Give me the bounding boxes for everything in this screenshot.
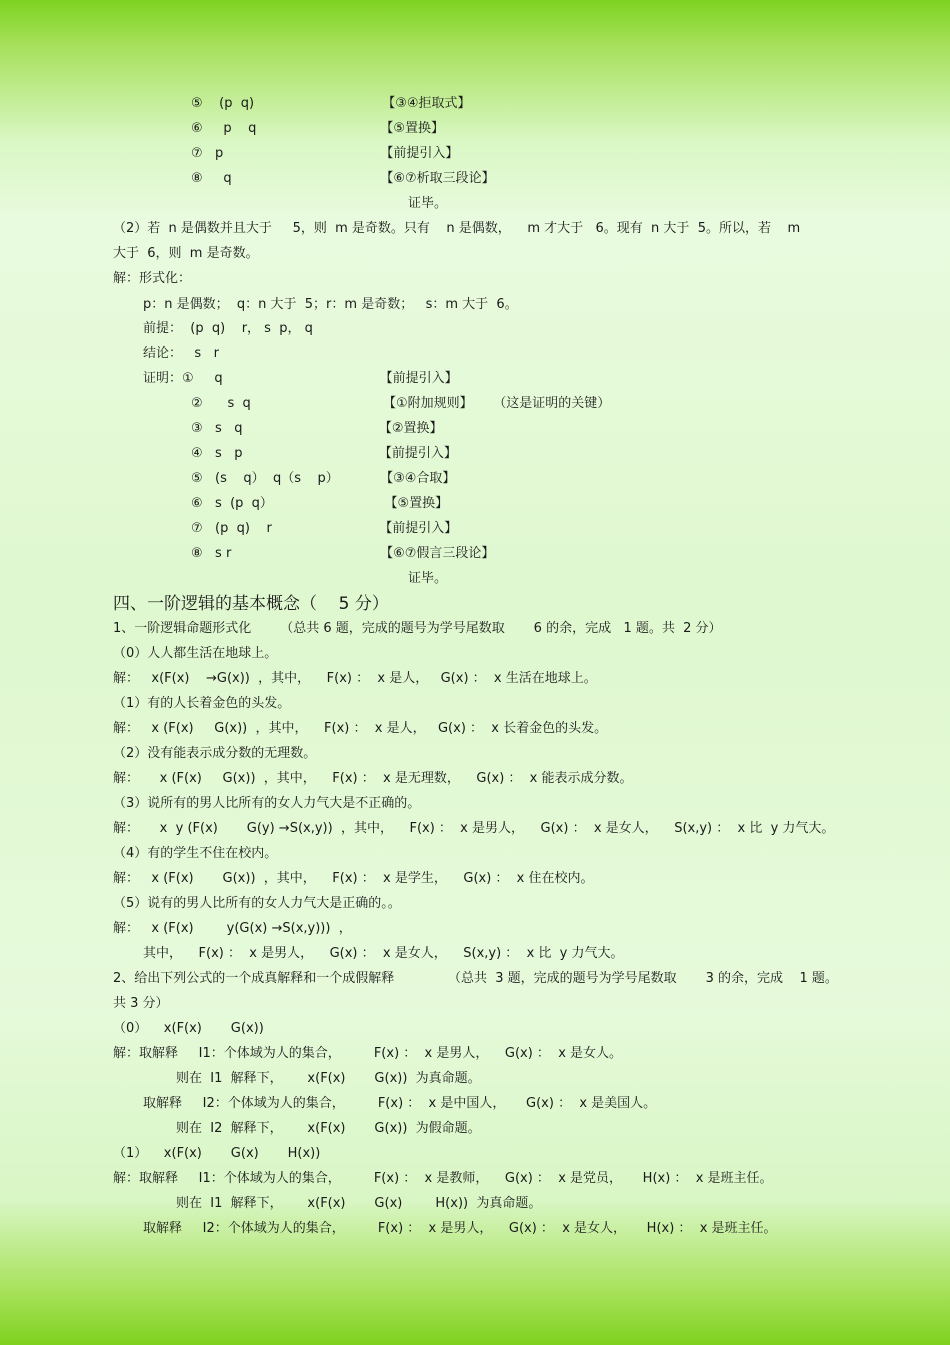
text-line: 证毕。: [408, 196, 448, 211]
text-line: （0） x(F(x) G(x)): [113, 1021, 264, 1036]
text-line: （2）没有能表示成分数的无理数。: [113, 746, 317, 761]
text-line: （3）说所有的男人比所有的女人力气大是不正确的。: [113, 796, 421, 811]
text-line: 共 3 分）: [113, 996, 169, 1011]
text-line: ③ s q 【②置换】: [191, 421, 443, 436]
text-line: 则在 I1 解释下， x(F(x) G(x)) 为真命题。: [176, 1071, 481, 1086]
text-line: ⑥ p q 【⑤置换】: [191, 121, 444, 136]
text-line: 解：形式化：: [113, 271, 192, 286]
text-line: p：n 是偶数； q：n 大于 5；r：m 是奇数； s：m 大于 6。: [143, 297, 518, 312]
text-line: （4）有的学生不住在校内。: [113, 846, 278, 861]
text-line: （2）若 n 是偶数并且大于 5，则 m 是奇数。只有 n 是偶数， m 才大于 6。现有 n 大于 5。所以，若 m: [113, 221, 801, 236]
text-line: 解： x (F(x) y(G(x) →S(x,y))) ，: [113, 921, 352, 936]
text-line: 证毕。: [408, 571, 448, 586]
text-line: （1） x(F(x) G(x) H(x)): [113, 1146, 321, 1161]
text-line: ⑤ (p q) 【③④拒取式】: [191, 96, 471, 111]
text-line: 前提： (p q) r， s p， q: [143, 321, 313, 336]
text-line: （1）有的人长着金色的头发。: [113, 696, 291, 711]
text-line: 解：取解释 I1：个体域为人的集合， F(x) ： x 是男人， G(x) ： x 是女人。: [113, 1046, 623, 1061]
text-line: 2、给出下列公式的一个成真解释和一个成假解释 （总共 3 题，完成的题号为学号尾数取 3 的余，完成 1 题。: [113, 971, 838, 986]
text-line: ⑦ p 【前提引入】: [191, 146, 459, 161]
text-line: ⑧ q 【⑥⑦析取三段论】: [191, 171, 495, 186]
text-line: ⑧ s r 【⑥⑦假言三段论】: [191, 546, 495, 561]
text-line: 解： x (F(x) G(x)) ，其中， F(x) ： x 是人， G(x) ： x 长着金色的头发。: [113, 721, 608, 736]
text-line: ④ s p 【前提引入】: [191, 446, 457, 461]
text-line: 大于 6，则 m 是奇数。: [113, 246, 259, 261]
text-line: 证明：① q 【前提引入】: [143, 371, 458, 386]
text-line: 解：取解释 I1：个体域为人的集合， F(x) ： x 是教师， G(x) ： x 是党员， H(x) ： x 是班主任。: [113, 1171, 773, 1186]
text-line: 解： x y (F(x) G(y) →S(x,y)) ，其中， F(x) ： x 是男人， G(x) ： x 是女人， S(x,y) ： x 比 y 力气大。: [113, 821, 835, 836]
text-line: ⑥ s (p q） 【⑤置换】: [191, 496, 449, 511]
text-line: ② s q 【①附加规则】 （这是证明的关键）: [191, 396, 611, 411]
text-line: （5）说有的男人比所有的女人力气大是正确的。。: [113, 896, 401, 911]
text-line: 其中， F(x) ： x 是男人， G(x) ： x 是女人， S(x,y) ： x 比 y 力气大。: [143, 946, 624, 961]
text-line: 取解释 I2：个体域为人的集合， F(x) ： x 是男人， G(x) ： x 是女人， H(x) ： x 是班主任。: [143, 1221, 777, 1236]
section-heading: 四、一阶逻辑的基本概念（ 5 分）: [113, 594, 389, 614]
text-line: ⑦ (p q) r 【前提引入】: [191, 521, 458, 536]
text-line: 结论： s r: [143, 346, 219, 361]
text-line: 解： x (F(x) G(x)) ，其中， F(x) ： x 是无理数， G(x) ： x 能表示成分数。: [113, 771, 633, 786]
text-line: （0）人人都生活在地球上。: [113, 646, 278, 661]
text-line: 则在 I2 解释下， x(F(x) G(x)) 为假命题。: [176, 1121, 481, 1136]
text-line: 解： x(F(x) →G(x)) ，其中， F(x) ： x 是人， G(x) ： x 生活在地球上。: [113, 671, 597, 686]
text-line: 1、一阶逻辑命题形式化 （总共 6 题，完成的题号为学号尾数取 6 的余，完成 1 题。共 2 分）: [113, 621, 722, 636]
text-line: 则在 I1 解释下， x(F(x) G(x) H(x)) 为真命题。: [176, 1196, 542, 1211]
text-line: ⑤ (s q） q（s p） 【③④合取】: [191, 471, 456, 486]
text-line: 取解释 I2：个体域为人的集合， F(x) ： x 是中国人， G(x) ： x 是美国人。: [143, 1096, 657, 1111]
text-line: 解： x (F(x) G(x)) ，其中， F(x) ： x 是学生， G(x) ： x 住在校内。: [113, 871, 594, 886]
